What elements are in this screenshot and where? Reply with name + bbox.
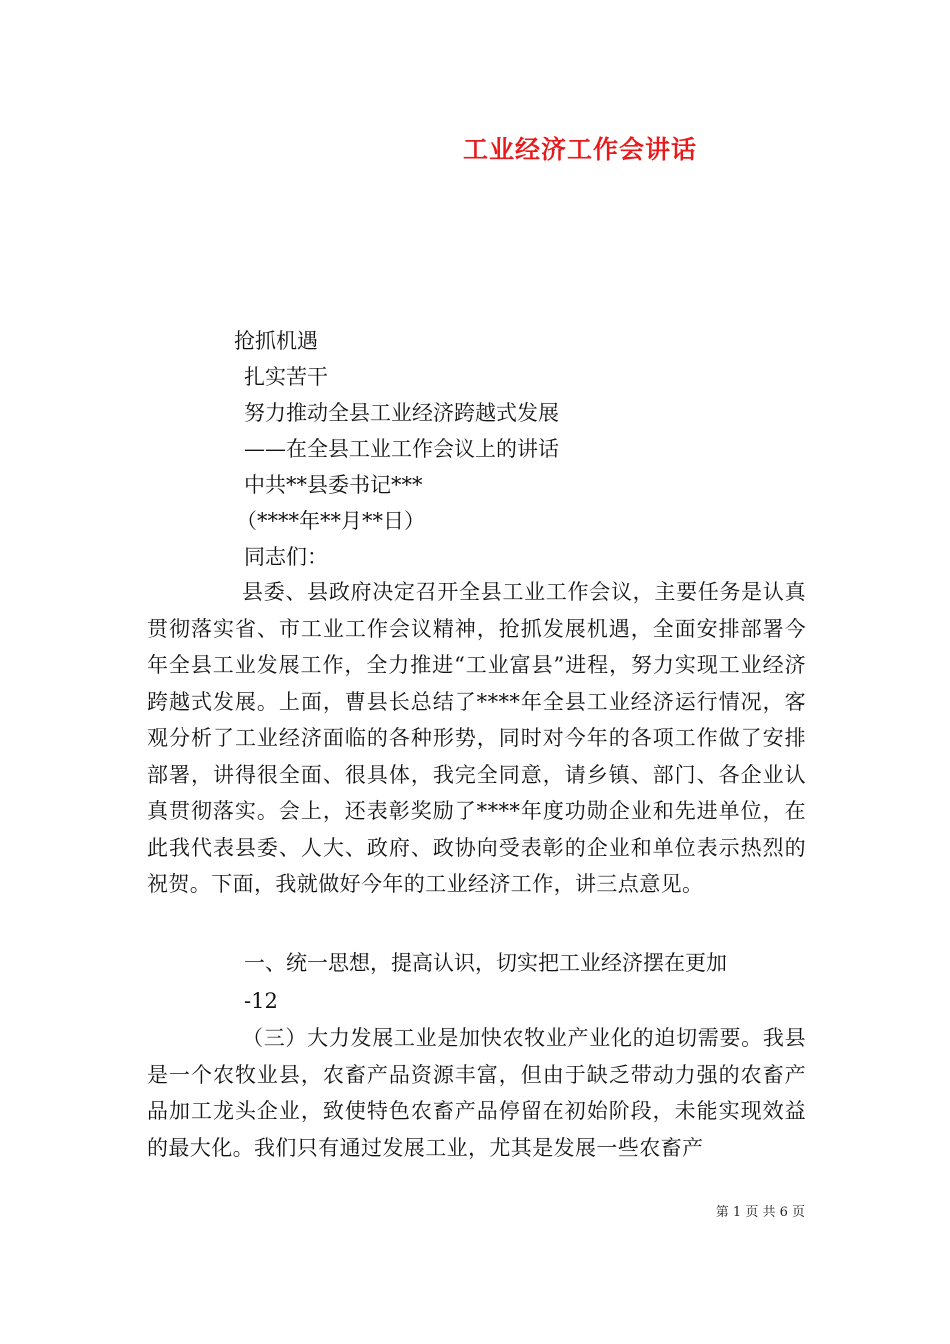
inline-page-number: -12: [244, 989, 278, 1013]
header-line-slogan-1: 抢抓机遇: [234, 329, 318, 353]
paragraph-section-3: （三）大力发展工业是加快农牧业产业化的迫切需要。我县是一个农牧业县，农畜产品资源丰富，但由于缺乏带动力强的农畜产品加工龙头企业，致使特色农畜产品停留在初始阶段，未能实现效益的最大化。我们只有通过发展工业，尤其是发展一些农畜产: [147, 1026, 806, 1160]
paragraph-intro: 县委、县政府决定召开全县工业工作会议，主要任务是认真贯彻落实省、市工业工作会议精神，抢抓发展机遇，全面安排部署今年全县工业发展工作，全力推进“工业富县”进程，努力实现工业经济跨越式发展。上面，曹县长总结了****年全县工业经济运行情况，客观分析了工业经济面临的各种形势，同时对今年的各项工作做了安排部署，讲得很全面、很具体，我完全同意，请乡镇、部门、各企业认真贯彻落实。会上，还表彰奖励了****年度功勋企业和先进单位，在此我代表县委、人大、政府、政协向受表彰的企业和单位表示热烈的祝贺。下面，我就做好今年的工业经济工作，讲三点意见。: [147, 580, 806, 896]
section-heading-1: 一、统一思想，提高认识，切实把工业经济摆在更加: [244, 951, 727, 975]
salutation: 同志们：: [244, 545, 328, 569]
header-line-occasion: ——在全县工业工作会议上的讲话: [244, 437, 559, 461]
header-line-speaker: 中共**县委书记***: [244, 473, 423, 497]
header-line-date: （****年**月**日）: [236, 509, 425, 533]
document-title: 工业经济工作会讲话: [462, 135, 697, 164]
header-line-subtitle: 努力推动全县工业经济跨越式发展: [244, 401, 559, 425]
page-footer: 第 1 页 共 6 页: [715, 1205, 805, 1220]
header-line-slogan-2: 扎实苦干: [244, 365, 328, 389]
